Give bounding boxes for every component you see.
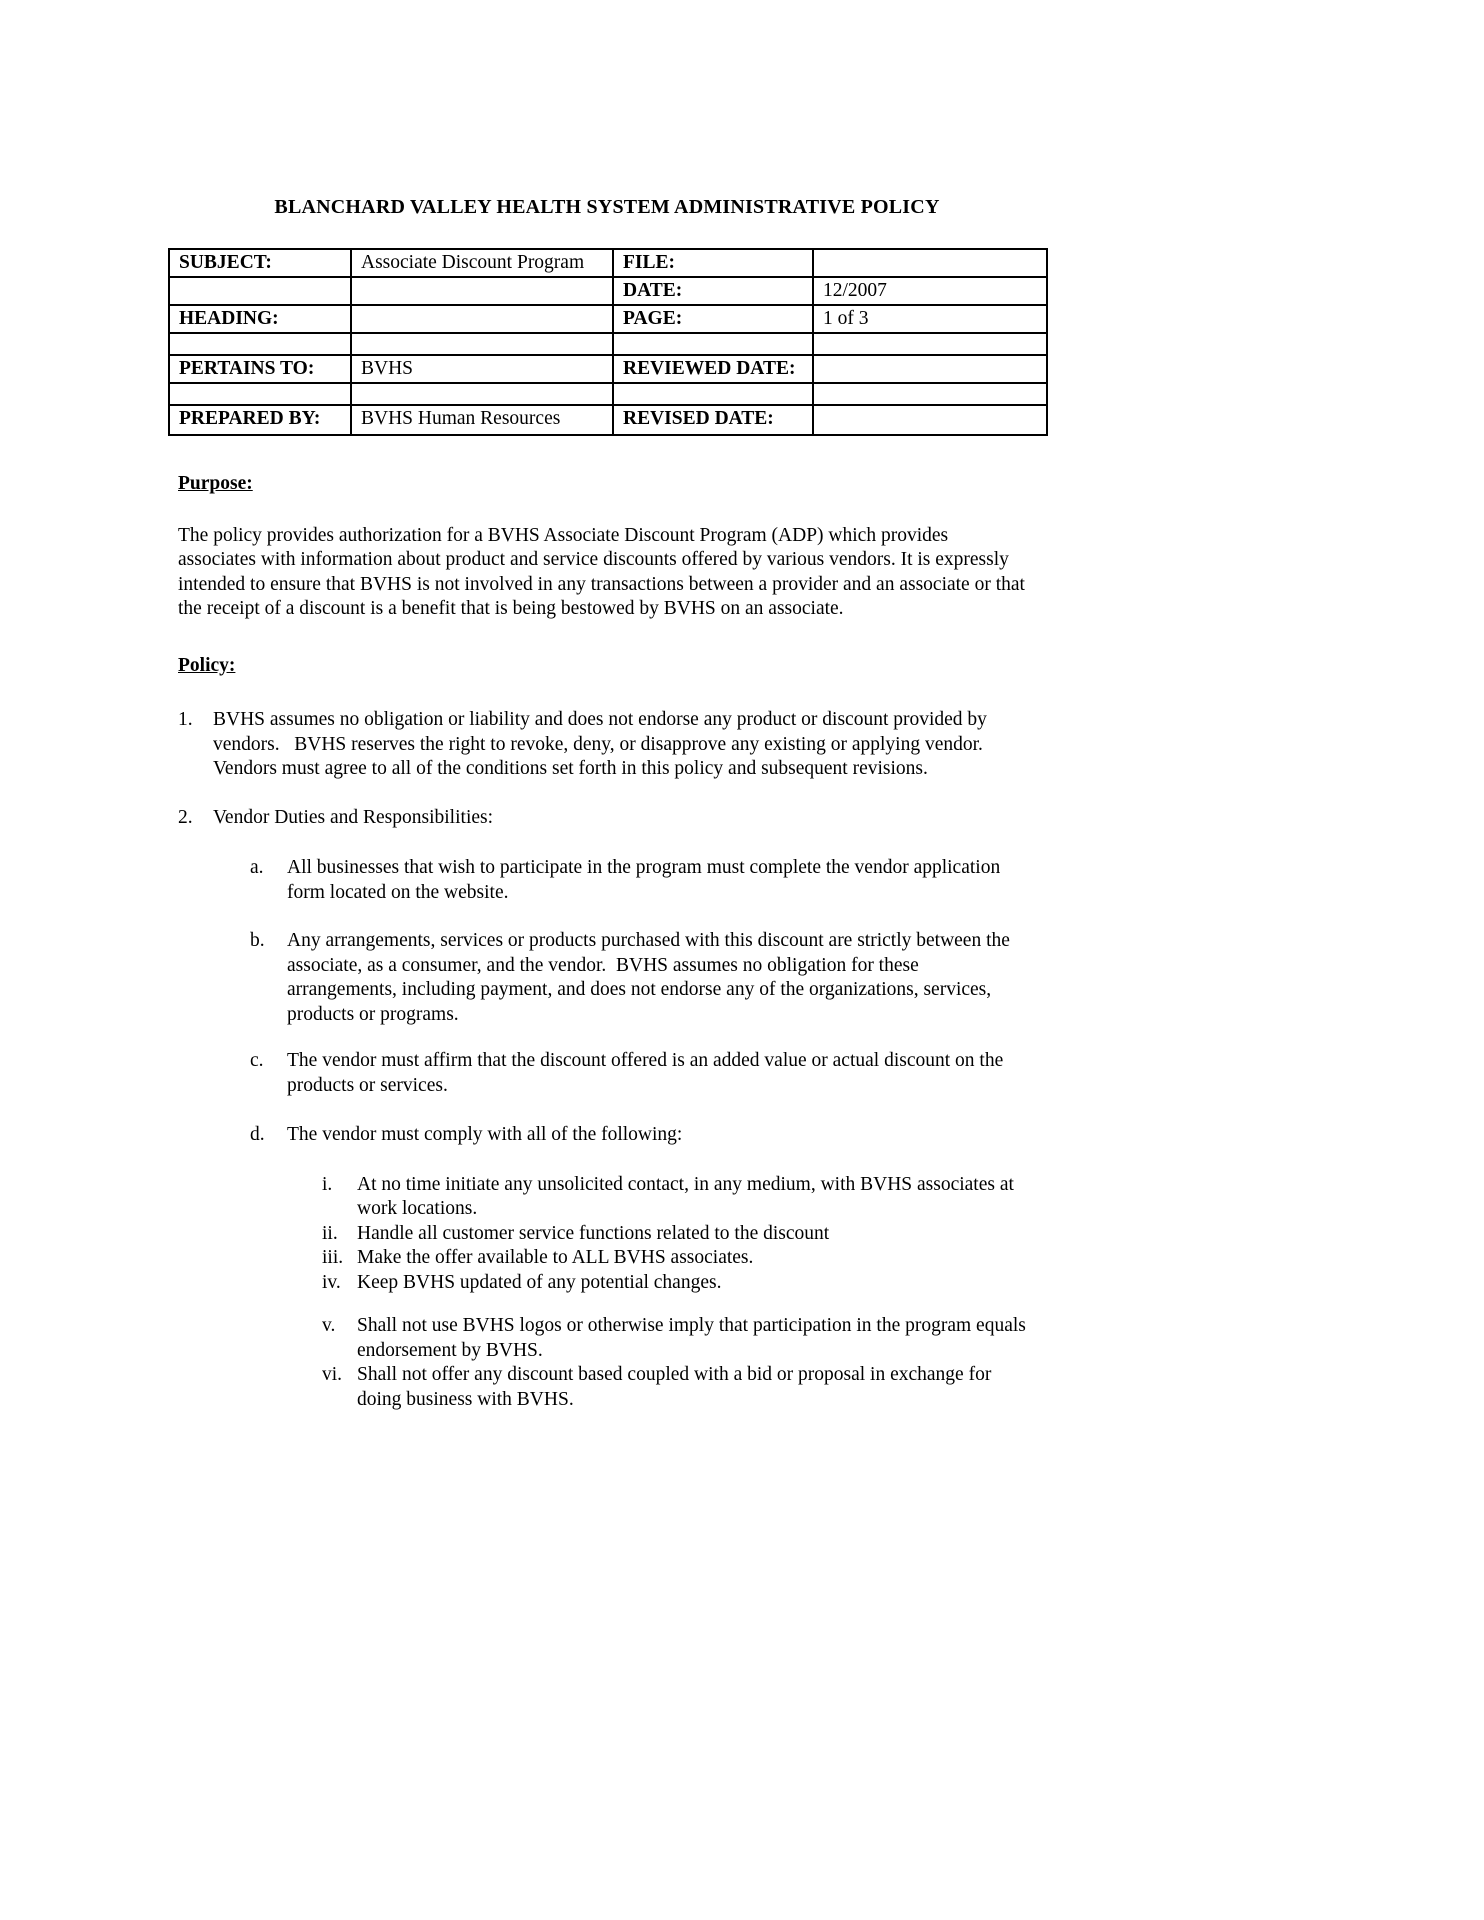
- date-value-cell: 12/2007: [813, 277, 1047, 305]
- empty-cell: [613, 383, 813, 405]
- spacer-row: [169, 333, 1047, 355]
- list-marker: v.: [322, 1315, 336, 1336]
- purpose-paragraph: The policy provides authorization for a BVHS Associate Discount Program (ADP) which provides associates with information about product and service discounts offered by various vendors. It is expressly intended to ensure that BVHS is not involved in any transactions between a provider and an associate or that the receipt of a discount is a benefit that is being bestowed by BVHS on an associate.: [178, 524, 1030, 619]
- policy-subitem-d: [250, 1123, 1030, 1148]
- list-text: The vendor must comply with all of the following:: [287, 1124, 683, 1145]
- revised-value-cell: [813, 405, 1047, 435]
- list-text: At no time initiate any unsolicited contact, in any medium, with BVHS associates at work locations.: [357, 1173, 1019, 1219]
- list-text: Make the offer available to ALL BVHS associates.: [357, 1247, 754, 1268]
- date-label-cell: DATE:: [613, 277, 813, 305]
- list-text: The vendor must affirm that the discount offered is an added value or actual discount on the products or services.: [287, 1050, 1009, 1096]
- policy-roman-iii: [322, 1246, 1034, 1271]
- table-row: [169, 405, 1047, 435]
- policy-header-table: [168, 248, 1048, 436]
- list-marker: iii.: [322, 1247, 344, 1268]
- policy-item-1: [178, 708, 1030, 782]
- document-content: [168, 196, 1046, 1412]
- list-marker: a.: [250, 857, 264, 878]
- heading-label-cell: HEADING:: [169, 305, 351, 333]
- policy-subitem-c: [250, 1049, 1030, 1098]
- list-marker: b.: [250, 930, 265, 951]
- pertains-value-cell: BVHS: [351, 355, 613, 383]
- spacer-row: [169, 383, 1047, 405]
- list-marker: c.: [250, 1050, 264, 1071]
- policy-subitem-a: [250, 856, 1030, 905]
- list-text: BVHS assumes no obligation or liability and does not endorse any product or discount provided by vendors. BVHS reserves the right to revoke, deny, or disapprove any existing or applying vendor. Vendors must agree to all of the conditions set forth in this policy and subsequent revisions.: [213, 709, 992, 779]
- list-marker: 1.: [178, 709, 193, 730]
- list-text: Vendor Duties and Responsibilities:: [213, 806, 494, 828]
- page-label-cell: PAGE:: [613, 305, 813, 333]
- subject-value-cell: Associate Discount Program: [351, 249, 613, 277]
- list-text: Shall not offer any discount based coupled with a bid or proposal in exchange for doing business with BVHS.: [357, 1364, 997, 1410]
- page-value-cell: 1 of 3: [813, 305, 1047, 333]
- list-text: All businesses that wish to participate in the program must complete the vendor application form located on the website.: [287, 857, 1006, 903]
- empty-cell: [351, 383, 613, 405]
- prepared-value-cell: BVHS Human Resources: [351, 405, 613, 435]
- policy-subitem-b: [250, 929, 1030, 1027]
- heading-value-cell: [351, 305, 613, 333]
- empty-cell: [613, 333, 813, 355]
- list-marker: 2.: [178, 806, 193, 828]
- table-row: [169, 355, 1047, 383]
- empty-cell: [169, 277, 351, 305]
- table-row: [169, 249, 1047, 277]
- policy-heading: Policy:: [178, 654, 236, 676]
- file-label-cell: FILE:: [613, 249, 813, 277]
- policy-roman-iv: [322, 1271, 1034, 1296]
- empty-cell: [169, 333, 351, 355]
- revised-label-cell: REVISED DATE:: [613, 405, 813, 435]
- list-text: Shall not use BVHS logos or otherwise imply that participation in the program equals endorsement by BVHS.: [357, 1315, 1031, 1361]
- list-marker: i.: [322, 1173, 333, 1195]
- reviewed-value-cell: [813, 355, 1047, 383]
- list-marker: d.: [250, 1124, 265, 1145]
- empty-cell: [813, 383, 1047, 405]
- reviewed-label-cell: REVIEWED DATE:: [613, 355, 813, 383]
- policy-roman-ii: [322, 1222, 1034, 1247]
- prepared-label-cell: PREPARED BY:: [169, 405, 351, 435]
- list-text: Keep BVHS updated of any potential changes.: [357, 1271, 722, 1293]
- list-marker: vi.: [322, 1364, 343, 1385]
- policy-item-2: [178, 806, 1030, 831]
- document-title: BLANCHARD VALLEY HEALTH SYSTEM ADMINISTRATIVE POLICY: [274, 196, 940, 218]
- empty-cell: [169, 383, 351, 405]
- pertains-label-cell: PERTAINS TO:: [169, 355, 351, 383]
- empty-cell: [813, 333, 1047, 355]
- table-row: [169, 277, 1047, 305]
- policy-roman-v: [322, 1314, 1034, 1363]
- file-value-cell: [813, 249, 1047, 277]
- empty-cell: [351, 277, 613, 305]
- list-text: Handle all customer service functions related to the discount: [357, 1222, 830, 1244]
- subject-label-cell: SUBJECT:: [169, 249, 351, 277]
- policy-roman-vi: [322, 1363, 1034, 1412]
- empty-cell: [351, 333, 613, 355]
- list-text: Any arrangements, services or products purchased with this discount are strictly between the associate, as a consumer, and the vendor. BVHS assumes no obligation for these arrangements, including payment, and does not endorse any of the organizations, services, products or programs.: [287, 930, 1015, 1025]
- list-marker: iv.: [322, 1271, 341, 1293]
- policy-roman-i: [322, 1173, 1034, 1222]
- table-row: [169, 305, 1047, 333]
- purpose-heading: Purpose:: [178, 473, 253, 494]
- list-marker: ii.: [322, 1222, 338, 1244]
